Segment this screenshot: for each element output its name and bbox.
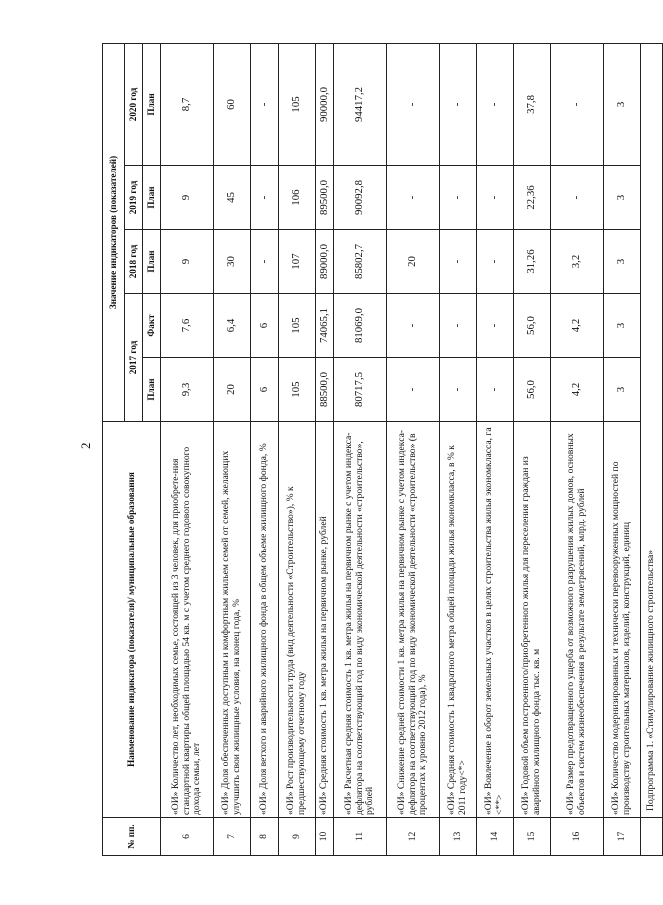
row-num: 11 (334, 818, 387, 856)
header-plan-2017: План (143, 358, 161, 422)
header-year-2018: 2018 год (125, 230, 143, 294)
value-2019-plan: 22,36 (514, 166, 551, 230)
value-2019-plan: - (387, 166, 440, 230)
row-name: «ОИ» Количество лет, необходимых семье, состоящей из 3 человек, для приобрете-ния стандартной квартиры общей площадью 54 кв. м с учетом среднего годового совокупного дохода семьи, лет (161, 422, 214, 818)
value-2017-plan: 88500,0 (316, 358, 334, 422)
value-2020-plan: 3 (604, 43, 641, 165)
header-num: № пп. (103, 818, 161, 856)
value-2019-plan: - (551, 166, 604, 230)
header-year-2020: 2020 год (125, 43, 143, 165)
row-num: 14 (477, 818, 514, 856)
value-2020-plan: - (251, 43, 279, 165)
table-row (279, 43, 316, 855)
value-2020-plan: 105 (279, 43, 316, 165)
value-2019-plan: 90092,8 (334, 166, 387, 230)
value-2017-fact: - (477, 294, 514, 358)
row-num: 7 (214, 818, 251, 856)
value-2017-plan: 3 (604, 358, 641, 422)
value-2019-plan: 89500,0 (316, 166, 334, 230)
value-2020-plan: 8,7 (161, 43, 214, 165)
value-2017-plan: - (440, 358, 477, 422)
value-2017-plan: 56,0 (514, 358, 551, 422)
table-row (440, 43, 477, 855)
value-2018-plan: 30 (214, 230, 251, 294)
row-name: «ОИ» Доля обеспеченных доступным и комфортным жильем семей от семей, желающих улучшить свои жилищные условия, на конец года, % (214, 422, 251, 818)
value-2017-fact: 74065,1 (316, 294, 334, 358)
row-name: «ОИ» Снижение средней стоимости 1 кв. метра жилья на первичном рынке с учетом индекса-дефлятора на соответствующий год по виду экономической деятельности «строительство» (в процентах к уровню 2012 года), % (387, 422, 440, 818)
table-row (604, 43, 641, 855)
table-row (316, 43, 334, 855)
row-num: 16 (551, 818, 604, 856)
table-row (251, 43, 279, 855)
value-2019-plan: - (440, 166, 477, 230)
page-number: 2 (78, 442, 93, 449)
subprogram-num-cell (641, 818, 663, 856)
value-2018-plan: 85802,7 (334, 230, 387, 294)
value-2017-fact: 3 (604, 294, 641, 358)
value-2017-fact: 105 (279, 294, 316, 358)
row-name: «ОИ» Годовой объем построенного/приобретенного жилья для переселения граждан из аварийного жилищного фонда тыс. кв. м (514, 422, 551, 818)
table-row (214, 43, 251, 855)
value-2017-plan: 4,2 (551, 358, 604, 422)
value-2019-plan: 45 (214, 166, 251, 230)
table-row (477, 43, 514, 855)
value-2018-plan: - (251, 230, 279, 294)
row-name: «ОИ» Средняя стоимость 1 квадратного метра общей площади жилья экономкласса, в % к 2011 году<*> (440, 422, 477, 818)
row-name: «ОИ» Вовлечение в оборот земельных участков в целях строительства жилья экономкласса, га <**> (477, 422, 514, 818)
table-row (334, 43, 387, 855)
table-row (161, 43, 214, 855)
header-year-2019: 2019 год (125, 166, 143, 230)
value-2017-plan: 6 (251, 358, 279, 422)
value-2020-plan: 94417,2 (334, 43, 387, 165)
value-2020-plan: - (387, 43, 440, 165)
value-2018-plan: 31,26 (514, 230, 551, 294)
value-2019-plan: - (251, 166, 279, 230)
value-2018-plan: 107 (279, 230, 316, 294)
header-year-2017: 2017 год (125, 294, 143, 422)
table-row (514, 43, 551, 855)
value-2017-plan: 80717,5 (334, 358, 387, 422)
table-row (551, 43, 604, 855)
indicators-table (102, 43, 663, 856)
value-2019-plan: - (477, 166, 514, 230)
value-2019-plan: 106 (279, 166, 316, 230)
row-num: 9 (279, 818, 316, 856)
header-name: Наименование индикатора (показателя)/ муниципальные образования (103, 422, 161, 818)
value-2017-fact: - (387, 294, 440, 358)
value-2019-plan: 9 (161, 166, 214, 230)
value-2018-plan: 3 (604, 230, 641, 294)
row-num: 10 (316, 818, 334, 856)
row-num: 17 (604, 818, 641, 856)
row-name: «ОИ» Средняя стоимость 1 кв. метра жилья на первичном рынке, рублей (316, 422, 334, 818)
value-2017-plan: 105 (279, 358, 316, 422)
value-2017-fact: 81069,0 (334, 294, 387, 358)
value-2018-plan: 3,2 (551, 230, 604, 294)
value-2020-plan: - (440, 43, 477, 165)
value-2018-plan: 89000,0 (316, 230, 334, 294)
value-2017-fact: 4,2 (551, 294, 604, 358)
value-2020-plan: - (551, 43, 604, 165)
subprogram-title: Подпрограмма 1. «Стимулирование жилищного строительства» (641, 43, 663, 817)
value-2020-plan: 37,8 (514, 43, 551, 165)
row-name: «ОИ» Рост производительности труда (вид деятельности «Строительство»), % к предшествующему отчетному году (279, 422, 316, 818)
value-2017-fact: 56,0 (514, 294, 551, 358)
row-num: 8 (251, 818, 279, 856)
header-plan-2019: План (143, 166, 161, 230)
value-2017-fact: 6,4 (214, 294, 251, 358)
row-name: «ОИ» Расчетная средняя стоимость 1 кв. метра жилья на первичном рынке с учетом индекса-дефлятора на соответствующий год по виду экономической деятельности «строительство», рублей (334, 422, 387, 818)
row-num: 12 (387, 818, 440, 856)
value-2017-fact: 7,6 (161, 294, 214, 358)
value-2018-plan: 9 (161, 230, 214, 294)
row-name: «ОИ» Размер предотвращенного ущерба от возможного разрушения жилых домов, основных объектов и систем жизнеобеспечения в результате землетрясений, млрд. рублей (551, 422, 604, 818)
row-num: 6 (161, 818, 214, 856)
value-2018-plan: - (440, 230, 477, 294)
header-group: Значение индикаторов (показателей) (103, 43, 125, 421)
row-name: «ОИ» Количество модернизированных и технически перевооруженных мощностей по производству строительных материалов, изделий, конструкций, единиц (604, 422, 641, 818)
value-2017-fact: - (440, 294, 477, 358)
value-2020-plan: 60 (214, 43, 251, 165)
header-plan-2020: План (143, 43, 161, 165)
value-2020-plan: 90000,0 (316, 43, 334, 165)
table-row (387, 43, 440, 855)
subprogram-row (641, 43, 663, 855)
value-2017-plan: 20 (214, 358, 251, 422)
value-2020-plan: - (477, 43, 514, 165)
value-2017-plan: - (477, 358, 514, 422)
value-2017-plan: - (387, 358, 440, 422)
header-fact-2017: Факт (143, 294, 161, 358)
rotated-table-wrapper (102, 44, 657, 856)
row-num: 15 (514, 818, 551, 856)
row-name: «ОИ» Доля ветхого и аварийного жилищного фонда в общем объеме жилищного фонда, % (251, 422, 279, 818)
value-2017-fact: 6 (251, 294, 279, 358)
value-2017-plan: 9,3 (161, 358, 214, 422)
value-2019-plan: 3 (604, 166, 641, 230)
row-num: 13 (440, 818, 477, 856)
value-2018-plan: - (477, 230, 514, 294)
header-plan-2018: План (143, 230, 161, 294)
value-2018-plan: 20 (387, 230, 440, 294)
